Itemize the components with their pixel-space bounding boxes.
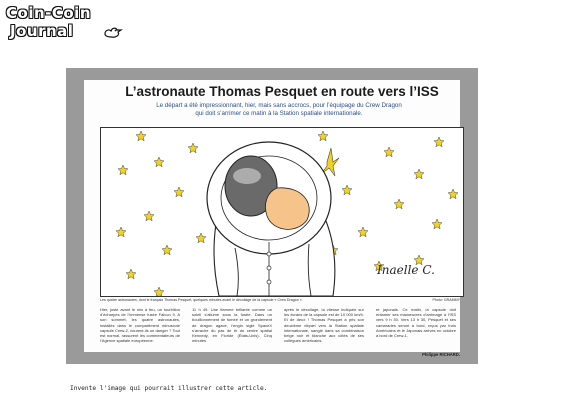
article-chapo [104,102,454,118]
article-body [100,307,462,357]
star-icon [136,131,146,141]
star-icon [358,227,368,237]
drawing-svg [101,128,463,296]
article-column-3: après le décollage, la vitesse indiquée sur les écrans de la capsule est de 10 000 km/h. Et de deux ! Thomas Pesquet a pris son deuxième départ vers la Station spatiale internationale, sanglé dans sa combinaison beige noir et blanche aux côtés de ses collègues américains. [284,307,364,344]
star-icon [394,199,404,209]
caption-text: Les quatre astronautes, dont le français Thomas Pesquet, quelques minutes avant le décollage de la capsule « Crew Dragon ». [100,298,303,302]
photo-credit: Photo: GRAMMY [432,298,460,302]
chapo-line-2: qui doit s’arrimer ce matin à la Station spatiale internationale. [195,110,363,117]
star-icon [162,245,172,255]
star-icon [154,157,164,167]
coin-coin-journal-logo [6,4,126,48]
article-column-2: 11 h 49. Une flamme brillante comme un soleil s’allume sous la fusée. Dans un bouillonnement de fumée et un grondement de dragon agacé, l’engin siglé SpaceX s’arrache du pas de tir du centre spatial Kennedy, en Floride (États-Unis). Cinq minutes [192,307,272,344]
star-icon [188,143,198,153]
logo-line-2: Journal [10,22,74,40]
star-icon [174,187,184,197]
instruction-text: Invente l'image qui pourrait illustrer cette article. [70,385,268,392]
star-icon [154,287,164,296]
drawing-signature: Inaelle C. [377,263,435,277]
star-icon [342,185,352,195]
star-icon [318,131,328,141]
logo-line-1: Coin-Coin [6,4,91,22]
star-icon [384,147,394,157]
star-icon [126,269,136,279]
star-icon [118,165,128,175]
star-icon [196,233,206,243]
article-signoff: Philippe RICHARD. [422,352,460,357]
astronaut-drawing [100,127,464,297]
duck-icon [102,24,124,40]
article-headline: L’astronaute Thomas Pesquet en route vers l’ISS [125,84,439,99]
star-icon [144,211,154,221]
star-icon [432,219,442,229]
article-column-4: et japonais. Ce matin, la capsule doit entamer ses manœuvres d’arrimage à l’ISS vers 9 h 30. Vers 13 h 30, Pesquet et ses camarades seront à bord, reçus par trois Américains et le Japonais arrivés en octobre à bord de Crew-1. [376,307,456,339]
star-icon [414,169,424,179]
photo-caption [100,298,462,302]
star-icon [434,137,444,147]
star-icon [448,189,458,199]
star-icon [116,227,126,237]
article-column-1: Hier, juste avant le mis à feu, un tourbillon d’écharpes de l’immense fusée Falcon 9. A son sommet, les quatre astronautes, installés dans le compartiment minuscule capsule Crew-2, courent-ils un danger ? Tout est normal, rassurent les commentateurs de l’Agence spatiale européenne. [100,307,180,344]
chapo-line-1: Le départ a été impressionnant, hier, mais sans accrocs, pour l’équipage du Crew Dragon [156,102,402,109]
